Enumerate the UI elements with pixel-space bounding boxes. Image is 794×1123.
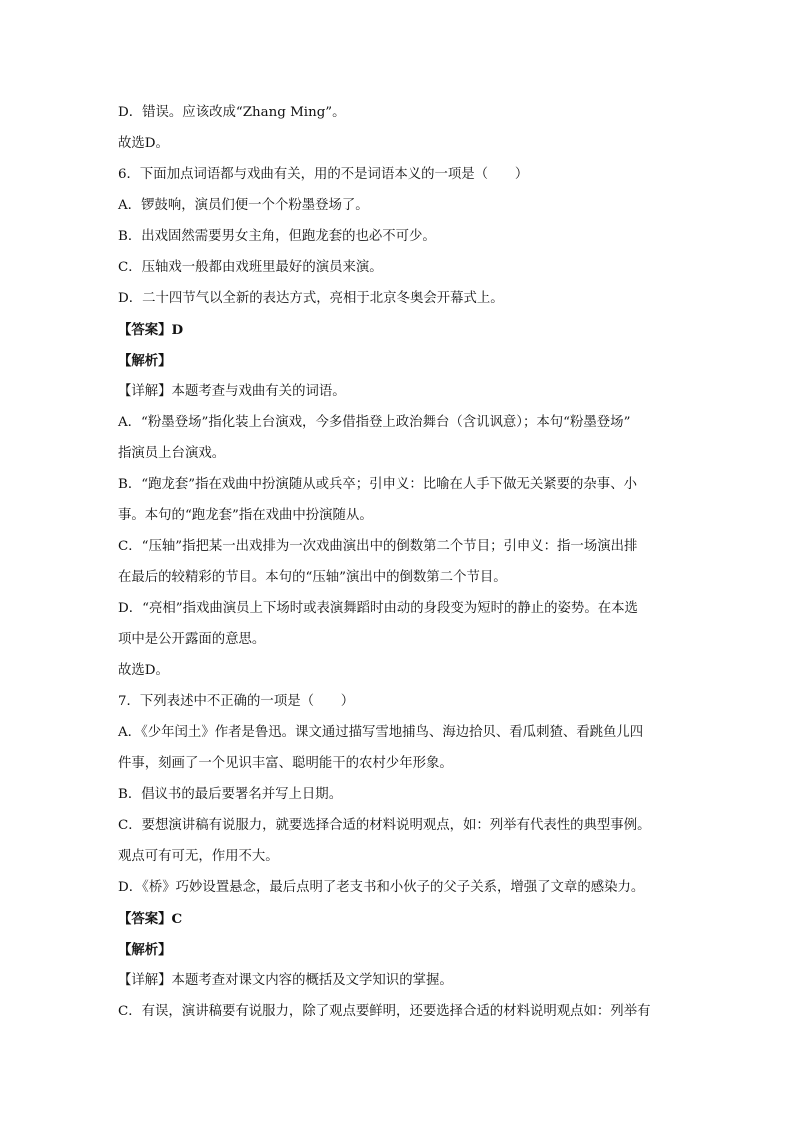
q6-explanation-line: 项中是公开露面的意思。 (118, 632, 266, 647)
q6-stem: 6．下面加点词语都与戏曲有关，用的不是词语本义的一项是（ ） (118, 167, 529, 182)
q6-explanation-line: 在最后的较精彩的节目。本句的“压轴”演出中的倒数第二个节目。 (118, 570, 507, 585)
q7-detail: 【详解】本题考查对课文内容的概括及文学知识的掌握。 (118, 973, 453, 988)
q5-option-d: D．错误。应该改成“Zhang Ming”。 (118, 105, 346, 120)
q6-explanation-line: 指演员上台演戏。 (118, 446, 226, 461)
q7-explanation-line: C．有误，演讲稿要有说服力，除了观点要鲜明，还要选择合适的材料说明观点如：列举有 (118, 1004, 651, 1019)
q7-stem: 7．下列表述中不正确的一项是（ ） (118, 694, 355, 709)
q6-detail: 【详解】本题考查与戏曲有关的词语。 (118, 384, 346, 399)
q7-option-line: C．要想演讲稿有说服力，就要选择合适的材料说明观点，如：列举有代表性的典型事例。 (118, 818, 651, 833)
q6-explanation-line: B．“跑龙套”指在戏曲中扮演随从或兵卒；引申义：比喻在人手下做无关紧要的杂事、小 (118, 477, 637, 492)
q6-option-d: D．二十四节气以全新的表达方式，亮相于北京冬奥会开幕式上。 (118, 291, 504, 306)
q6-conclusion: 故选D。 (118, 663, 169, 678)
q6-explanation-line: D．“亮相”指戏曲演员上下场时或表演舞蹈时由动的身段变为短时的静止的姿势。在本选 (118, 601, 638, 616)
q6-answer: 【答案】D (118, 322, 184, 338)
q7-option-line: A．《少年闰土》作者是鲁迅。课文通过描写雪地捕鸟、海边拾贝、看瓜刺猹、看跳鱼儿四 (118, 725, 644, 740)
q6-option-a: A．锣鼓响，演员们便一个个粉墨登场了。 (118, 198, 369, 213)
q7-option-line: 件事，刻画了一个见识丰富、聪明能干的农村少年形象。 (118, 756, 453, 771)
q7-answer: 【答案】C (118, 911, 183, 927)
q7-option-line: D．《桥》巧妙设置悬念，最后点明了老支书和小伙子的父子关系，增强了文章的感染力。 (118, 880, 645, 895)
q6-analysis-label: 【解析】 (118, 353, 172, 369)
q6-option-c: C．压轴戏一般都由戏班里最好的演员来演。 (118, 260, 383, 275)
q7-option-line: B．倡议书的最后要署名并写上日期。 (118, 787, 343, 802)
q7-option-line: 观点可有可无，作用不大。 (118, 849, 279, 864)
q7-analysis-label: 【解析】 (118, 942, 172, 958)
q5-conclusion: 故选D。 (118, 136, 169, 151)
q6-explanation-line: C．“压轴”指把某一出戏排为一次戏曲演出中的倒数第二个节目；引申义：指一场演出排 (118, 539, 638, 554)
q6-option-b: B．出戏固然需要男女主角，但跑龙套的也必不可少。 (118, 229, 436, 244)
q6-explanation-line: 事。本句的“跑龙套”指在戏曲中扮演随从。 (118, 508, 373, 523)
q6-explanation-line: A．“粉墨登场”指化装上台演戏，今多借指登上政治舞台（含讥讽意）；本句“粉墨登场” (118, 415, 631, 430)
